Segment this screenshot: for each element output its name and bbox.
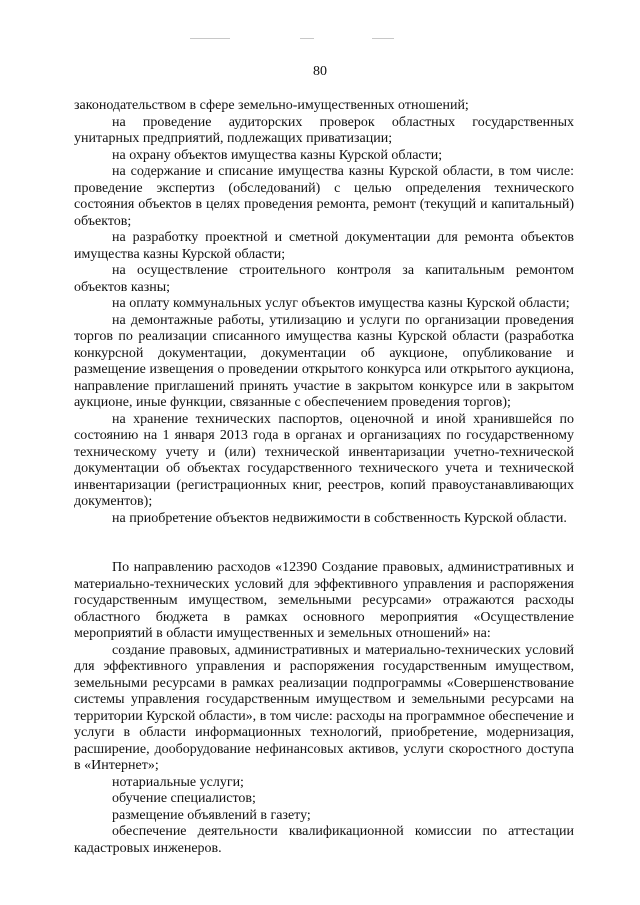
paragraph: на содержание и списание имущества казны Курской области, в том числе: проведение экспертиз (обследований) с целью определения технического состояния объектов в целях проведения ремонта, ремонт (текущий и капитальный) объектов; (74, 164, 574, 229)
paragraph: создание правовых, административных и материально-технических условий для эффективного управления и распоряжения государственным имуществом, земельными ресурсами в рамках реализации подпрограммы «Совершенствование системы управления государственным имуществом и земельными ресурсами на территории Курской области», в том числе: расходы на программное обеспечение и услуги в области информационных технологий, приобретение, модернизация, расширение, дооборудование нефинансовых активов, услуги скоростного доступа в «Интернет»; (74, 642, 574, 773)
paragraph: на оплату коммунальных услуг объектов имущества казны Курской области; (112, 296, 570, 311)
scan-mark (372, 38, 394, 39)
paragraph: нотариальные услуги; (112, 774, 244, 790)
scan-mark (300, 38, 314, 39)
paragraph: на разработку проектной и сметной документации для ремонта объектов имущества казны Курской области; (74, 230, 574, 262)
paragraph: обеспечение деятельности квалификационной комиссии по аттестации кадастровых инженеров. (74, 824, 574, 856)
paragraph: По направлению расходов «12390 Создание правовых, административных и материально-технических условий для эффективного управления и распоряжения государственным имуществом, земельными ресурсами» отражаются расходы областного бюджета в рамках основного мероприятия «Осуществление мероприятий в области имущественных и земельных отношений» на: (74, 560, 574, 641)
paragraph: обучение специалистов; (112, 791, 256, 806)
scan-mark (190, 38, 230, 39)
paragraph: на приобретение объектов недвижимости в собственность Курской области. (112, 510, 567, 526)
paragraph: размещение объявлений в газету; (112, 807, 311, 823)
paragraph: законодательством в сфере земельно-имущественных отношений; (74, 98, 469, 113)
paragraph: на проведение аудиторских проверок областных государственных унитарных предприятий, подлежащих приватизации; (74, 114, 574, 146)
paragraph: на хранение технических паспортов, оценочной и иной хранившейся по состоянию на 1 января 2013 года в органах и организациях по государственному техническому учету и (или) технической инвентаризации учетно-технической документации об объектах государственного технического учета и технической инвентаризации (регистрационных книг, реестров, копий правоустанавливающих документов); (74, 411, 574, 509)
document-body (74, 98, 574, 857)
page-number: 80 (313, 64, 327, 79)
paragraph: на охрану объектов имущества казны Курской области; (112, 147, 443, 163)
paragraph: на осуществление строительного контроля за капитальным ремонтом объектов казны; (74, 263, 574, 295)
paragraph: на демонтажные работы, утилизацию и услуги по организации проведения торгов по реализации списанного имущества казны Курской области (разработка конкурсной документации, документации об аукционе, опубликование и размещение извещения о проведении открытого конкурса или открытого аукциона, направление приглашений принять участие в закрытом конкурсе или в закрытом аукционе, иные функции, связанные с обеспечением проведения торгов); (74, 312, 574, 410)
